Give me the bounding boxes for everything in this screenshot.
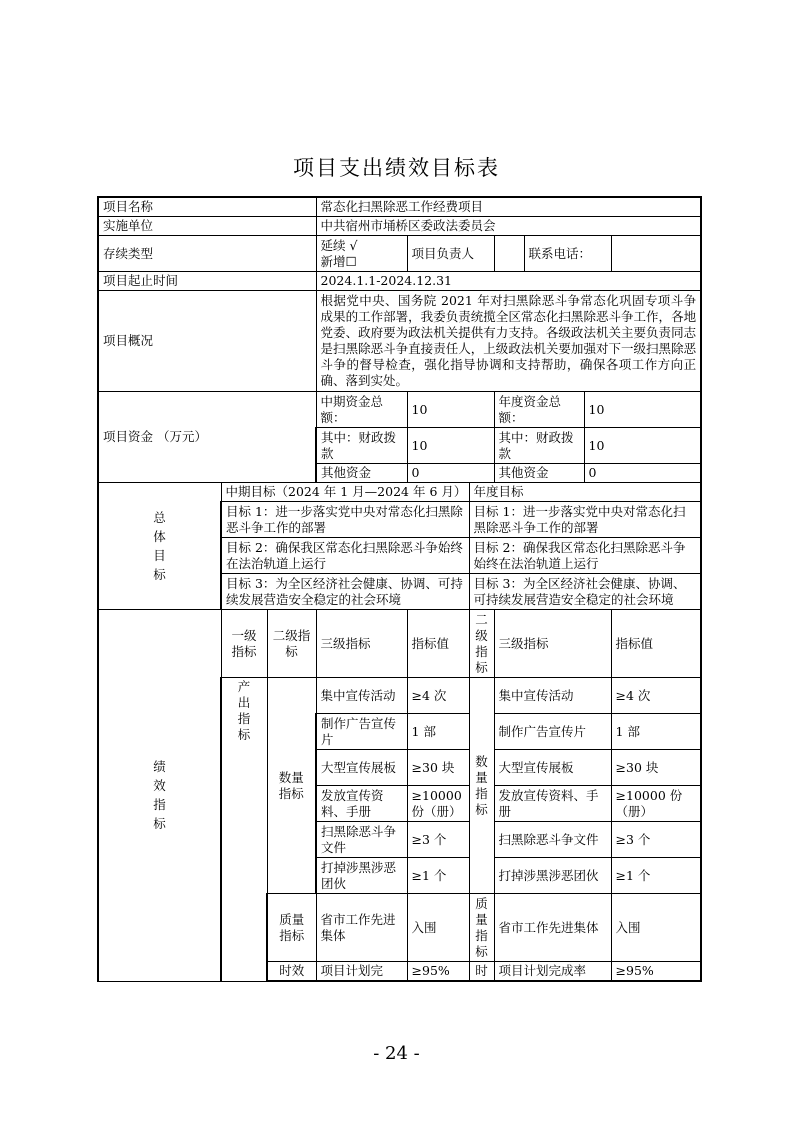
header-level1: 一级指标 bbox=[221, 610, 267, 678]
qty-l3-5: 扫黑除恶斗争文件 bbox=[316, 822, 407, 858]
quantity-label-right: 数量指标 bbox=[469, 678, 494, 894]
type-label: 存续类型 bbox=[98, 236, 316, 272]
qty-r-v-4: ≥10000 份（册） bbox=[611, 786, 701, 822]
qty-r-v-3: ≥30 块 bbox=[611, 750, 701, 786]
qty-r-l3-3: 大型宣传展板 bbox=[494, 750, 611, 786]
page-number: - 24 - bbox=[373, 1043, 420, 1064]
quantity-label: 数量指标 bbox=[267, 678, 316, 894]
year-other-value: 0 bbox=[584, 464, 701, 483]
overview-label: 项目概况 bbox=[98, 291, 316, 392]
period-value: 2024.1.1-2024.12.31 bbox=[316, 272, 701, 291]
qty-v-2: 1 部 bbox=[407, 714, 469, 750]
unit-label: 实施单位 bbox=[98, 217, 316, 236]
time-v: ≥95% bbox=[407, 962, 469, 982]
time-r-l3: 项目计划完成率 bbox=[494, 962, 611, 982]
leader-value bbox=[494, 236, 524, 272]
header-level3-right: 三级指标 bbox=[494, 610, 611, 678]
header-level2-right: 二级指标 bbox=[469, 610, 494, 678]
quality-r-l3: 省市工作先进集体 bbox=[494, 894, 611, 962]
quality-label-right: 质量指标 bbox=[469, 894, 494, 962]
year-goal-2: 目标 2：确保我区常态化扫黑除恶斗争始终在法治轨道上运行 bbox=[469, 538, 701, 574]
year-fiscal-label: 其中：财政拨款 bbox=[494, 428, 584, 464]
mid-goal-1: 目标 1：进一步落实党中央对常态化扫黑除恶斗争工作的部署 bbox=[221, 502, 469, 538]
overview-value: 根据党中央、国务院 2021 年对扫黑除恶斗争常态化巩固专项斗争成果的工作部署，我委负责统揽全区常态化扫黑除恶斗争工作，各地党委、政府要为政法机关提供有力支持。各级政法机关主要负责同志是扫黑除恶斗争直接责任人，上级政法机关要加强对下一级扫黑除恶斗争的督导检查，强化指导协调和支持帮助，确保各项工作方向正确、落到实处。 bbox=[316, 291, 701, 392]
phone-value bbox=[611, 236, 701, 272]
performance-target-table bbox=[97, 196, 702, 982]
mid-other-label: 其他资金 bbox=[316, 464, 407, 483]
unit-value: 中共宿州市埇桥区委政法委员会 bbox=[316, 217, 701, 236]
qty-l3-4: 发放宣传资料、手册 bbox=[316, 786, 407, 822]
time-l3: 项目计划完 bbox=[316, 962, 407, 982]
quality-r-v: 入围 bbox=[611, 894, 701, 962]
mid-goal-3: 目标 3：为全区经济社会健康、协调、可持续发展营造安全稳定的社会环境 bbox=[221, 574, 469, 610]
quality-l3: 省市工作先进集体 bbox=[316, 894, 407, 962]
qty-r-v-5: ≥3 个 bbox=[611, 822, 701, 858]
year-goal-1: 目标 1：进一步落实党中央对常态化扫黑除恶斗争工作的部署 bbox=[469, 502, 701, 538]
qty-v-3: ≥30 块 bbox=[407, 750, 469, 786]
quality-v: 入围 bbox=[407, 894, 469, 962]
qty-r-v-1: ≥4 次 bbox=[611, 678, 701, 714]
qty-l3-1: 集中宣传活动 bbox=[316, 678, 407, 714]
mid-total-value: 10 bbox=[407, 392, 494, 428]
qty-l3-6: 打掉涉黑涉恶团伙 bbox=[316, 858, 407, 894]
time-label: 时效 bbox=[267, 962, 316, 982]
year-goal-3: 目标 3：为全区经济社会健康、协调、可持续发展营造安全稳定的社会环境 bbox=[469, 574, 701, 610]
type-continue: 延续 √ bbox=[320, 237, 358, 253]
output-label: 产出指标 bbox=[221, 678, 267, 982]
mid-fiscal-label: 其中：财政拨款 bbox=[316, 428, 407, 464]
qty-r-l3-1: 集中宣传活动 bbox=[494, 678, 611, 714]
qty-l3-2: 制作广告宣传片 bbox=[316, 714, 407, 750]
year-goal-header: 年度目标 bbox=[469, 483, 701, 502]
mid-goal-2: 目标 2：确保我区常态化扫黑除恶斗争始终在法治轨道上运行 bbox=[221, 538, 469, 574]
qty-v-1: ≥4 次 bbox=[407, 678, 469, 714]
header-value-right: 指标值 bbox=[611, 610, 701, 678]
name-value: 常态化扫黑除恶工作经费项目 bbox=[316, 197, 701, 217]
mid-total-label: 中期资金总额： bbox=[316, 392, 407, 428]
qty-v-5: ≥3 个 bbox=[407, 822, 469, 858]
qty-r-v-6: ≥1 个 bbox=[611, 858, 701, 894]
indicators-label: 绩效指标 bbox=[98, 610, 221, 982]
goals-label: 总体目标 bbox=[98, 483, 221, 610]
year-other-label: 其他资金 bbox=[494, 464, 584, 483]
leader-label: 项目负责人 bbox=[407, 236, 494, 272]
qty-r-l3-6: 打掉涉黑涉恶团伙 bbox=[494, 858, 611, 894]
year-total-value: 10 bbox=[584, 392, 701, 428]
type-value bbox=[316, 236, 407, 272]
mid-fiscal-value: 10 bbox=[407, 428, 494, 464]
qty-r-l3-4: 发放宣传资料、手册 bbox=[494, 786, 611, 822]
qty-r-l3-5: 扫黑除恶斗争文件 bbox=[494, 822, 611, 858]
mid-other-value: 0 bbox=[407, 464, 494, 483]
year-fiscal-value: 10 bbox=[584, 428, 701, 464]
period-label: 项目起止时间 bbox=[98, 272, 316, 291]
type-new: 新增☐ bbox=[320, 253, 357, 269]
header-value: 指标值 bbox=[407, 610, 469, 678]
qty-r-v-2: 1 部 bbox=[611, 714, 701, 750]
year-total-label: 年度资金总额： bbox=[494, 392, 584, 428]
funds-label: 项目资金 （万元） bbox=[98, 392, 316, 483]
header-level2: 二级指标 bbox=[267, 610, 316, 678]
qty-v-4: ≥10000 份（册） bbox=[407, 786, 469, 822]
quality-label: 质量指标 bbox=[267, 894, 316, 962]
mid-goal-header: 中期目标（2024 年 1 月—2024 年 6 月） bbox=[221, 483, 469, 502]
name-label: 项目名称 bbox=[98, 197, 316, 217]
qty-v-6: ≥1 个 bbox=[407, 858, 469, 894]
header-level3: 三级指标 bbox=[316, 610, 407, 678]
page-title: 项目支出绩效目标表 bbox=[293, 156, 500, 180]
qty-r-l3-2: 制作广告宣传片 bbox=[494, 714, 611, 750]
time-label-right: 时 bbox=[469, 962, 494, 982]
phone-label: 联系电话： bbox=[524, 236, 611, 272]
time-r-v: ≥95% bbox=[611, 962, 701, 982]
qty-l3-3: 大型宣传展板 bbox=[316, 750, 407, 786]
